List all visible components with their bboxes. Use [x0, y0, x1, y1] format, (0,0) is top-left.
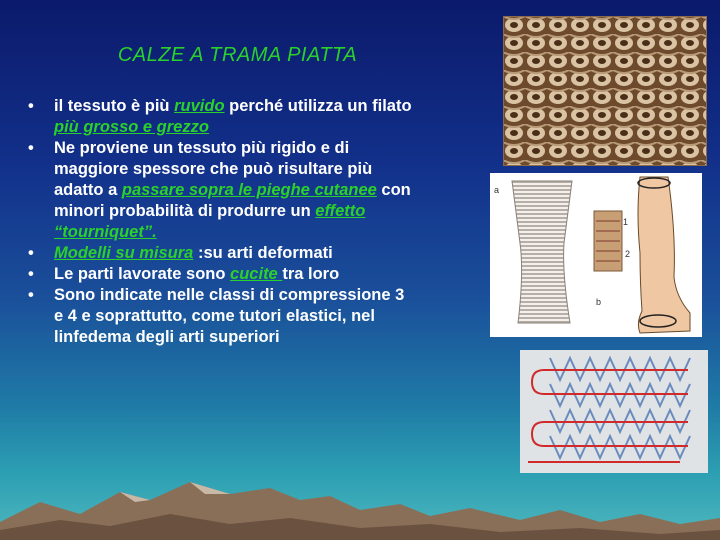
flat-knit-garment-shape	[512, 181, 572, 323]
diagram-label-b: b	[596, 297, 602, 307]
bullet-text: con minori probabilità di produrre un	[54, 181, 411, 220]
bullet-emphasis: Modelli su misura	[54, 244, 194, 262]
bullet-item	[28, 285, 413, 348]
bullet-marker: •	[28, 286, 34, 304]
slide-title: CALZE A TRAMA PIATTA	[117, 44, 358, 66]
bullet-text: Le parti lavorate sono	[54, 265, 231, 283]
bullet-emphasis: effetto “tourniquet”.	[54, 202, 366, 241]
diagram-label-a: a	[494, 185, 500, 195]
stocking-diagram	[490, 173, 702, 337]
bullet-emphasis: cucite	[230, 265, 283, 283]
knit-fabric-photo	[503, 16, 707, 166]
bullet-emphasis: passare sopra le pieghe cutanee	[121, 181, 377, 199]
bullet-list	[28, 96, 413, 348]
bullet-item	[28, 138, 413, 243]
bullet-text: tra loro	[282, 265, 340, 283]
bullet-marker: •	[28, 244, 34, 262]
mountain-landscape	[0, 430, 720, 540]
diagram-label-2: 2	[625, 249, 631, 259]
bullet-text: :su arti deformati	[193, 244, 333, 262]
bullet-text: perché utilizza un filato	[224, 97, 412, 115]
bullet-item	[28, 264, 413, 285]
bullet-text: Sono indicate nelle classi di compressione 3 e 4 e soprattutto, come tutori elastici, nel linfedema degli arti superiori	[54, 286, 405, 346]
bullet-item	[28, 243, 413, 264]
bullet-emphasis: più grosso e grezzo	[54, 118, 209, 136]
diagram-label-1: 1	[623, 217, 629, 227]
bullet-marker: •	[28, 97, 34, 115]
bullet-marker: •	[28, 139, 34, 157]
bullet-text: il tessuto è più	[54, 97, 175, 115]
bullet-emphasis: ruvido	[174, 97, 225, 115]
bullet-text: Ne proviene un tessuto più rigido e di maggiore spessore che può risultare più adatto a	[54, 139, 373, 199]
bullet-item	[28, 96, 413, 138]
bullet-marker: •	[28, 265, 34, 283]
